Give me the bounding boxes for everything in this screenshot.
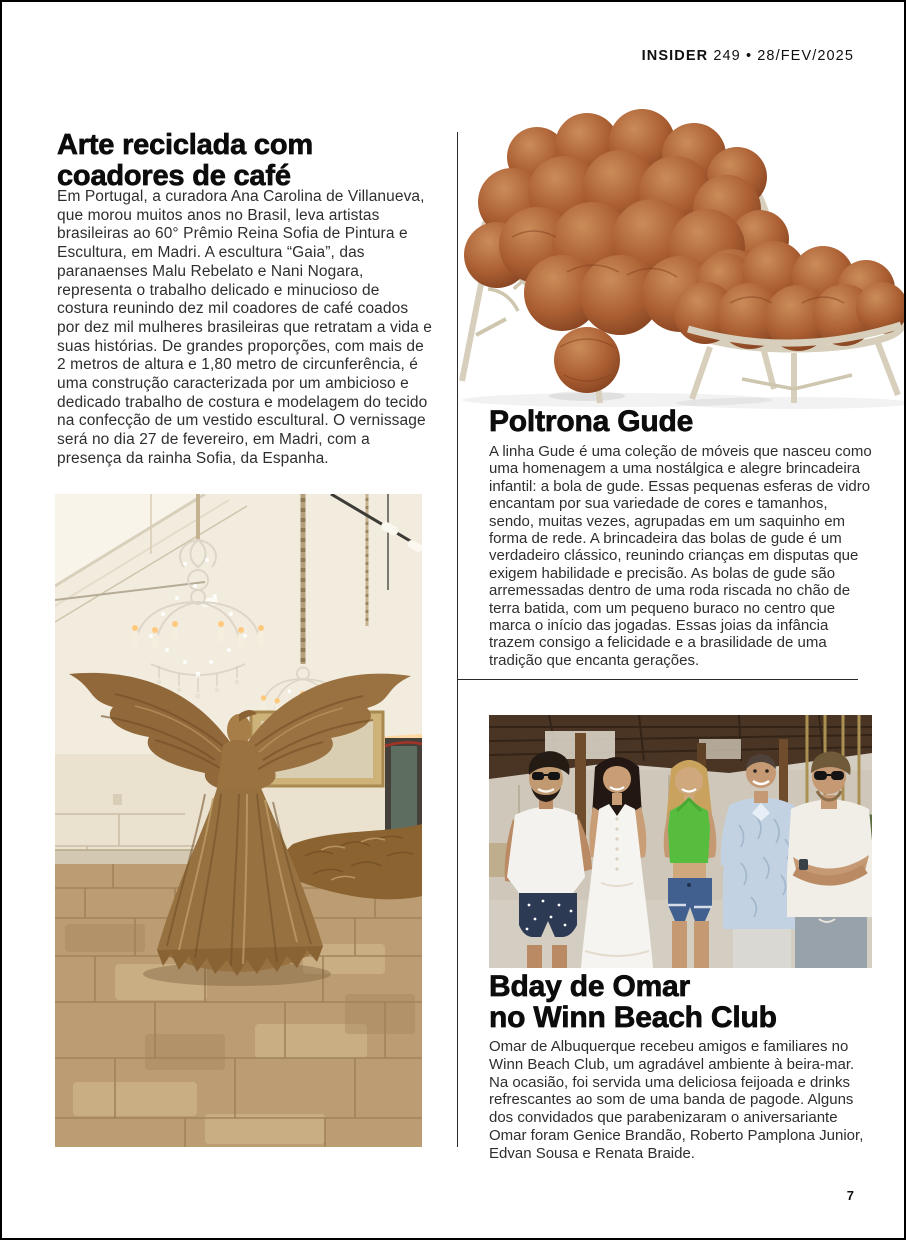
issue-info: 249 • 28/FEV/2025	[713, 48, 854, 64]
sculpture-photo	[55, 494, 422, 1147]
article-title-poltrona: Poltrona Gude	[489, 405, 694, 438]
article-title-arte	[57, 130, 313, 191]
party-photo	[489, 715, 872, 968]
article-title-bday	[489, 972, 777, 1034]
magazine-name: INSIDER	[641, 48, 709, 64]
article-body-arte: Em Portugal, a curadora Ana Carolina de Villanueva, que morou muitos anos no Brasil, leva artistas brasileiras ao 60° Prêmio Reina Sofia de Pintura e Escultura, em Madri. A escultura “Gaia”, das paranaenses Malu Rebelato e Nani Nogara, representa o trabalho delicado e minucioso de costura reunindo dez mil coadores de café coados por dez mil mulheres brasileiras que retratam a vida e suas histórias. De grandes proporções, com mais de 2 metros de altura e 1,80 metro de circunferência, é uma construção caracterizada por um ambicioso e dedicado trabalho de costura e modelagem do tecido na confecção de um vestido escultural. O vernissage será no dia 27 de fevereiro, em Madri, com a presença da rainha Sofia, da Espanha.	[57, 188, 432, 467]
title-bday-line2: no Winn Beach Club	[489, 1000, 777, 1034]
poltrona-photo	[442, 97, 906, 409]
article-body-poltrona: A linha Gude é uma coleção de móveis que nasceu como uma homenagem a uma nostálgica e alegre brincadeira infantil: a bola de gude. Essas pequenas esferas de vidro encantam por sua variedade de cores e tamanhos, sendo, muitas vezes, agrupadas em um saquinho em forma de rede. A brincadeira das bolas de gude é um verdadeiro clássico, reunindo crianças em disputas que exigem habilidade e precisão. As bolas de gude são arremessadas dentro de uma roda riscada no chão de terra batida, com um pequeno buraco no centro que marca o início das jogadas. Essas joias da infância trazem consigo a felicidade e a brasilidade de uma tradição que encanta gerações.	[489, 443, 872, 669]
chair-illustration	[442, 97, 906, 409]
title-arte-line2: coadores de café	[57, 159, 291, 192]
party-illustration	[489, 715, 872, 968]
title-arte-line1: Arte reciclada com	[57, 129, 313, 161]
sculpture-illustration	[55, 494, 422, 1147]
article-body-bday: Omar de Albuquerque recebeu amigos e familiares no Winn Beach Club, um agradável ambiente à beira-mar. Na ocasião, foi servida uma deliciosa feijoada e drinks refrescantes ao som de uma banda de pagode. Alguns dos convidados que parabenizaram o aniversariante Omar foram Genice Brandão, Roberto Pamplona Junior, Edvan Sousa e Renata Braide.	[489, 1038, 864, 1162]
section-divider-rule	[457, 679, 858, 680]
masthead	[642, 48, 854, 64]
ottoman	[674, 241, 906, 403]
page-number: 7	[846, 1188, 854, 1203]
single-ball	[554, 327, 620, 393]
title-bday-line1: Bday de Omar	[489, 970, 691, 1003]
